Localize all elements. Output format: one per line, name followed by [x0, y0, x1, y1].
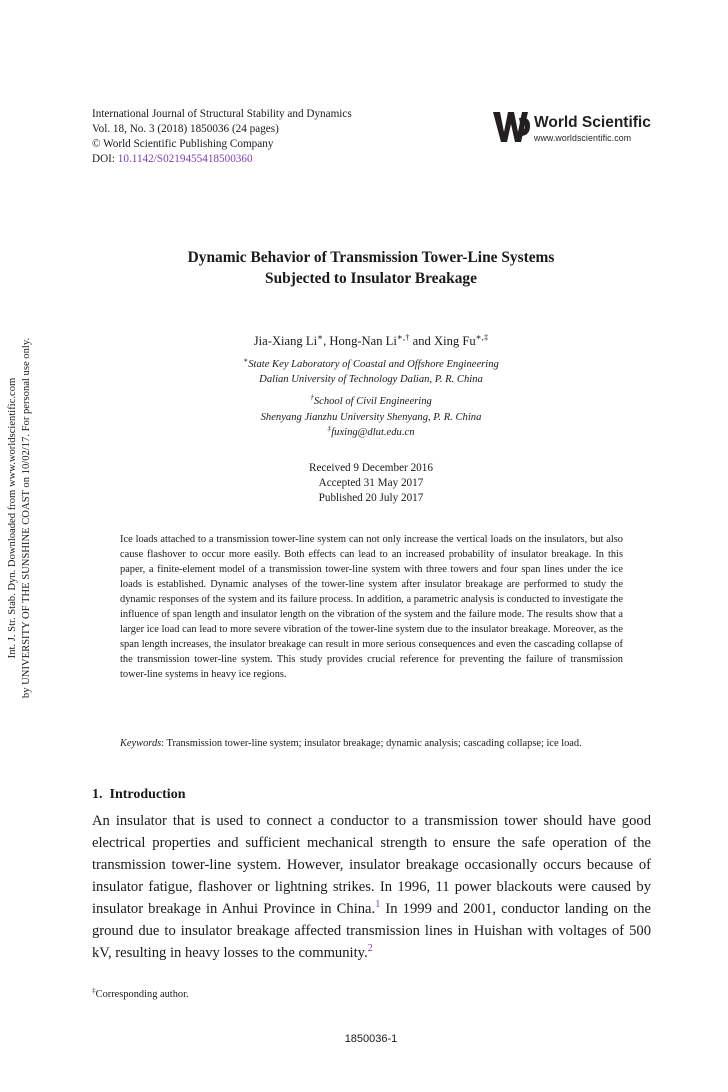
doi-label: DOI:	[92, 153, 118, 165]
journal-copyright: © World Scientific Publishing Company	[92, 138, 274, 150]
affiliation-text: School of Civil Engineering	[313, 396, 432, 407]
section-number: 1.	[92, 787, 103, 802]
journal-doi	[92, 152, 352, 167]
abstract: Ice loads attached to a transmission tower-line system can not only increase the vertical loads on the insulators, but also cause flashover to occur more easily. Both effects can lead to an increased probability of insulator breakage. In this paper, a finite-element model of a transmission tower-line system with three towers and four span lines under the ice loads is established. Dynamic analyses of the tower-line system after insulator breakage are performed to study the dynamic responses of the system and its failure process. In addition, a parametric analysis is conducted to investigate the influence of span length and insulator length on the vibration of the system and the failure mode. The results show that a larger ice load can lead to more severe vibration of the tower-line system due to the insulator breakage. Moreover, as the span length increases, the insulator breakage can result in more serious consequences and even the cascading collapse of the transmission tower-line system. This study provides crucial reference for preventing the failure of transmission tower-line systems in heavy ice regions.	[120, 534, 623, 680]
doi-link[interactable]: 10.1142/S0219455418500360	[117, 153, 253, 165]
author-name: Jia-Xiang Li	[253, 334, 318, 348]
corresponding-email	[60, 423, 682, 438]
world-scientific-logo-icon	[492, 110, 532, 144]
date-published: Published 20 July 2017	[318, 492, 424, 504]
journal-volume: Vol. 18, No. 3 (2018) 1850036 (24 pages)	[92, 123, 279, 135]
journal-name: International Journal of Structural Stability and Dynamics	[92, 108, 352, 120]
affiliation-mark: ∗	[243, 355, 249, 365]
author-mark: ∗,†	[396, 331, 410, 342]
date-received: Received 9 December 2016	[309, 462, 433, 474]
affiliation-text: State Key Laboratory of Coastal and Offshore Engineering	[248, 359, 499, 370]
email-address[interactable]: fuxing@dlut.edu.cn	[331, 427, 415, 438]
author-separator: ,	[323, 334, 330, 348]
download-stamp-line1: Int. J. Str. Stab. Dyn. Downloaded from www.worldscientific.com	[7, 377, 18, 659]
date-accepted: Accepted 31 May 2017	[318, 477, 424, 489]
author-separator: and	[409, 334, 434, 348]
page-number: 1850036-1	[344, 1033, 398, 1045]
author-mark: ∗	[317, 331, 324, 342]
email-mark: ‡	[327, 423, 332, 433]
affiliation-1-line2: Dalian University of Technology Dalian, P. R. China	[259, 374, 483, 385]
affiliation-2-line2: Shenyang Jianzhu University Shenyang, P. R. China	[260, 412, 482, 423]
footnote	[92, 986, 189, 1000]
intro-text: In 1999 and 2001, conductor landing on the ground due to insulator breakage affected transmission lines in Huishan with voltages of 500 kV, resulting in heavy losses to the community.	[92, 901, 652, 961]
section-heading	[92, 787, 185, 803]
author-mark: ∗,‡	[475, 331, 489, 342]
logo-name: World Scientific	[534, 114, 651, 131]
keywords	[120, 736, 623, 751]
author-list	[60, 331, 682, 349]
footnote-mark: ‡	[92, 986, 96, 995]
paper-title-line1: Dynamic Behavior of Transmission Tower-Line Systems	[187, 249, 555, 266]
paper-title-line2: Subjected to Insulator Breakage	[265, 270, 477, 287]
intro-paragraph	[92, 810, 651, 964]
keywords-text: : Transmission tower-line system; insulator breakage; dynamic analysis; cascading collapse; ice load.	[161, 738, 582, 749]
footnote-text: Corresponding author.	[95, 989, 189, 1000]
author-name: Xing Fu	[433, 334, 476, 348]
world-scientific-logo	[492, 110, 652, 146]
section-title: Introduction	[109, 787, 186, 802]
citation-link[interactable]: 1	[375, 899, 381, 911]
journal-header	[92, 107, 352, 167]
affiliation-mark: †	[310, 392, 314, 402]
download-stamp	[6, 333, 36, 703]
citation-link[interactable]: 2	[367, 943, 373, 955]
keywords-label: Keywords	[120, 738, 162, 749]
download-stamp-line2: by UNIVERSITY OF THE SUNSHINE COAST on 10/02/17. For personal use only.	[21, 337, 32, 699]
author-name: Hong-Nan Li	[329, 334, 397, 348]
logo-url: www.worldscientific.com	[534, 133, 632, 143]
affiliation-1-line1	[60, 355, 682, 370]
affiliation-2-line1	[60, 392, 682, 407]
intro-text: An insulator that is used to connect a conductor to a transmission tower should have good electrical properties and sufficient mechanical strength to ensure the safe operation of the transmission tower-line system. However, insulator breakage occasionally occurs because of insulator fatigue, flashover or lightning strikes. In 1996, 11 power blackouts were caused by insulator breakage in Anhui Province in China.	[92, 813, 651, 917]
